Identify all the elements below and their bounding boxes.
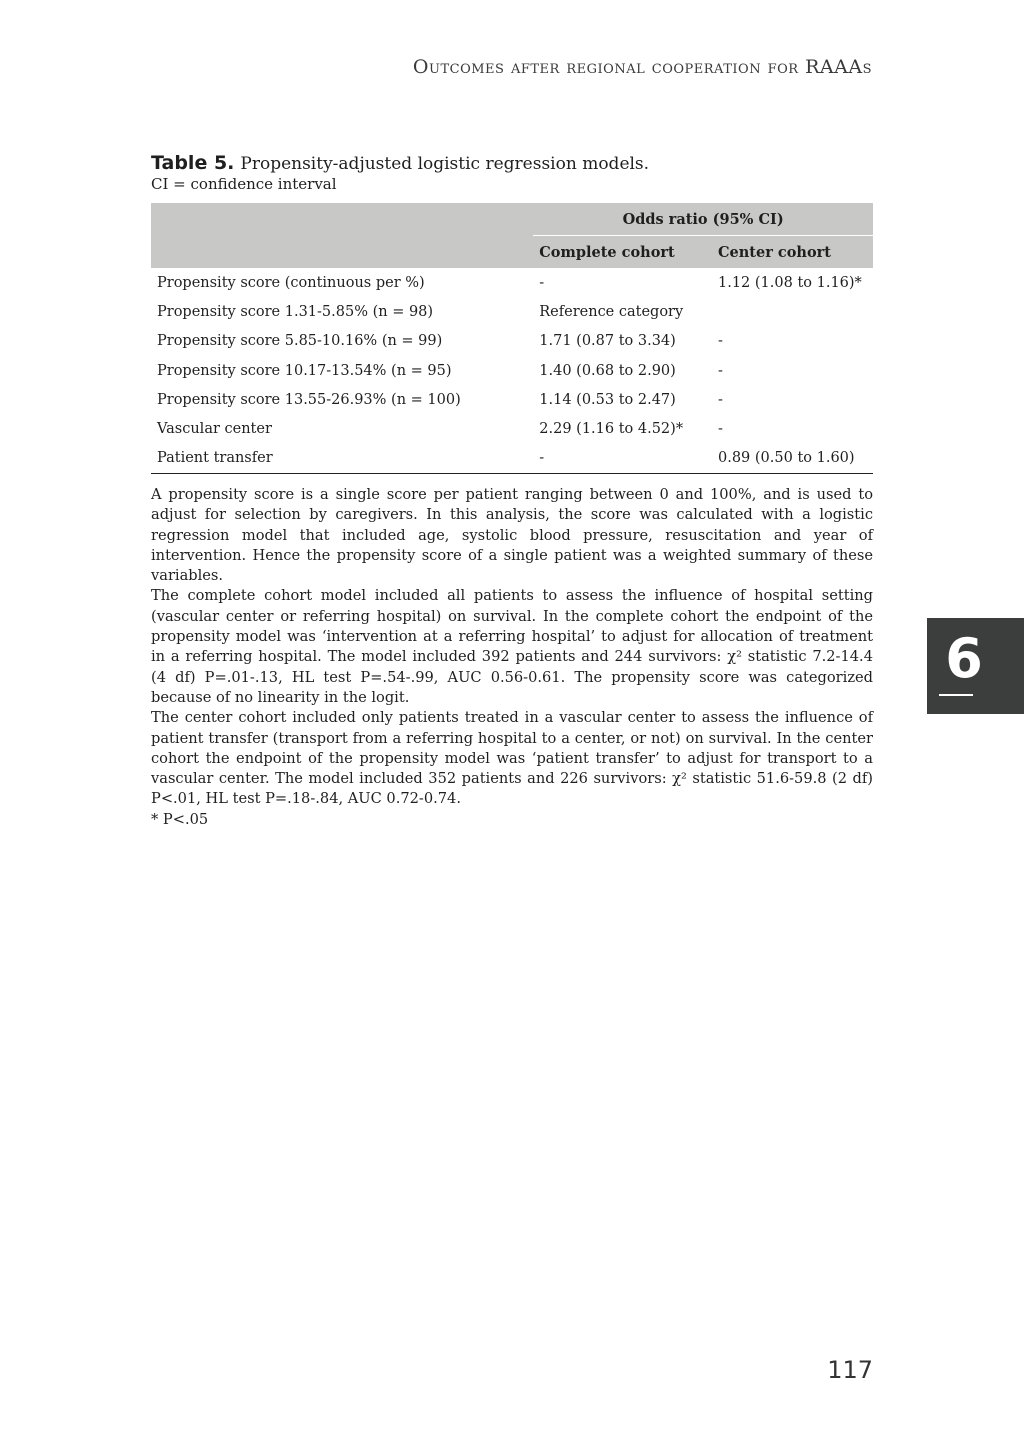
footnote-significance: * P<.05 bbox=[151, 810, 209, 828]
header-complete-cohort: Complete cohort bbox=[533, 236, 712, 269]
header-center-cohort: Center cohort bbox=[712, 236, 873, 269]
cell-complete: 1.14 (0.53 to 2.47) bbox=[539, 391, 676, 408]
cell-center: - bbox=[718, 421, 723, 438]
table-body bbox=[151, 268, 873, 474]
cell-variable: Vascular center bbox=[157, 421, 272, 438]
page-number: 117 bbox=[827, 1356, 873, 1384]
cell-complete: - bbox=[533, 444, 712, 474]
table-row bbox=[151, 297, 873, 326]
footnote-center-cohort: The center cohort included only patients treated in a vascular center to assess the influence of patient transfer (transport from a referring hospital to a center, or not) on survival. In the center cohort the endpoint of the propensity model was ‘patient transfer’ to adjust for transport to a vascular center. The model included 352 patients and 226 survivors: χ² statistic 51.6-59.8 (2 df) P<.01, HL test P=.18-.84, AUC 0.72-0.74. bbox=[151, 709, 873, 808]
cell-complete: Reference category bbox=[539, 303, 684, 320]
cell-variable: Propensity score 1.31-5.85% (n = 98) bbox=[157, 303, 434, 320]
table-row bbox=[151, 268, 873, 297]
table-row bbox=[151, 444, 873, 474]
header-odds-ratio: Odds ratio (95% CI) bbox=[533, 203, 873, 236]
table-abbreviation: CI = confidence interval bbox=[151, 175, 337, 193]
cell-complete: - bbox=[539, 274, 545, 291]
cell-variable: Propensity score 13.55-26.93% (n = 100) bbox=[157, 391, 461, 408]
cell-variable: Propensity score 10.17-13.54% (n = 95) bbox=[157, 362, 452, 379]
table-row bbox=[151, 414, 873, 443]
cell-variable: Patient transfer bbox=[151, 444, 533, 474]
cell-complete: 1.40 (0.68 to 2.90) bbox=[539, 362, 676, 379]
header-variable bbox=[151, 203, 533, 268]
cell-center: - bbox=[718, 362, 723, 379]
table-row bbox=[151, 356, 873, 385]
table-footnotes bbox=[151, 485, 873, 830]
table-header bbox=[151, 203, 873, 268]
cell-variable: Propensity score 5.85-10.16% (n = 99) bbox=[157, 333, 443, 350]
cell-variable: Propensity score (continuous per %) bbox=[157, 274, 425, 291]
running-head: Outcomes after regional cooperation for RAAAs bbox=[412, 56, 872, 78]
table-caption bbox=[151, 152, 873, 193]
chapter-tab bbox=[927, 618, 1024, 714]
footnote-complete-cohort: The complete cohort model included all patients to assess the influence of hospital setting (vascular center or referring hospital) on survival. In the complete cohort the endpoint of the propensity model was ‘intervention at a referring hospital’ to adjust for allocation of treatment in a referring hospital. The model included 392 patients and 244 survivors: χ² statistic 7.2-14.4 (4 df) P=.01-.13, HL test P=.54-.99, AUC 0.56-0.61. The propensity score was categorized because of no linearity in the logit. bbox=[151, 587, 873, 706]
table-row bbox=[151, 385, 873, 414]
table-title: Propensity-adjusted logistic regression models. bbox=[240, 154, 650, 174]
footnote-propensity-definition: A propensity score is a single score per patient ranging between 0 and 100%, and is used to adjust for selection by caregivers. In this analysis, the score was calculated with a logistic regression model that included age, systolic blood pressure, resuscitation and year of intervention. Hence the propensity score of a single patient was a weighted summary of these variables. bbox=[151, 486, 873, 585]
table-label: Table 5. bbox=[151, 152, 235, 174]
cell-center: - bbox=[718, 391, 723, 408]
chapter-number: 6 bbox=[945, 627, 983, 690]
regression-table bbox=[151, 203, 873, 474]
cell-center bbox=[712, 297, 873, 326]
cell-center: - bbox=[718, 333, 723, 350]
chapter-rule bbox=[939, 694, 973, 696]
cell-center: 1.12 (1.08 to 1.16)* bbox=[718, 274, 862, 291]
cell-complete: 2.29 (1.16 to 4.52)* bbox=[539, 421, 684, 438]
table-row bbox=[151, 327, 873, 356]
cell-complete: 1.71 (0.87 to 3.34) bbox=[539, 333, 676, 350]
cell-center: 0.89 (0.50 to 1.60) bbox=[712, 444, 873, 474]
